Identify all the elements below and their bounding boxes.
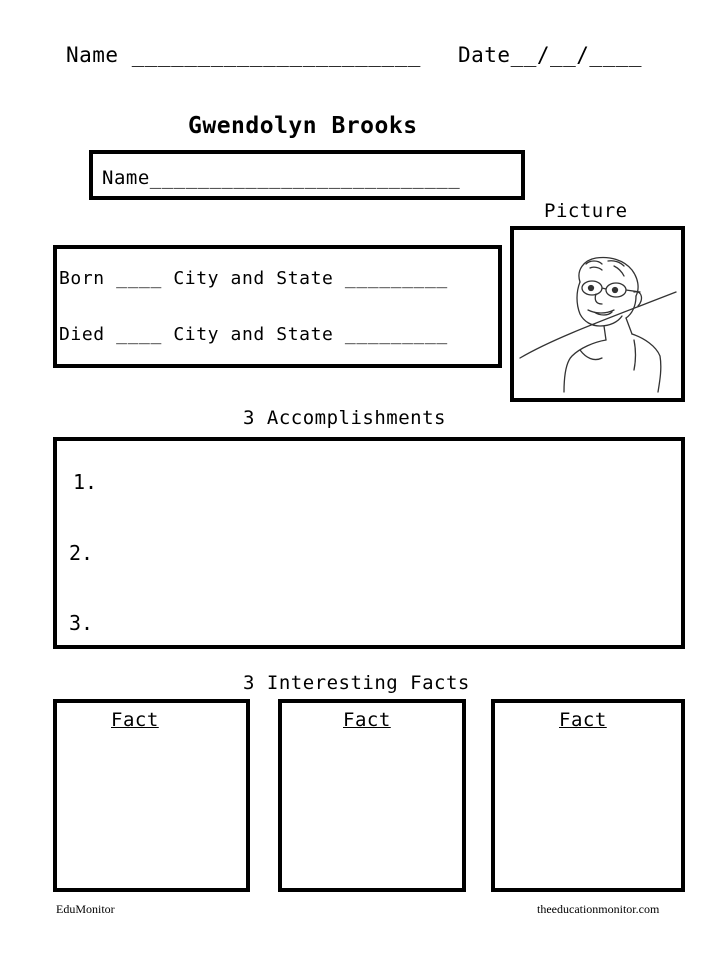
footer-website: theeducationmonitor.com [537,902,660,916]
student-name-line[interactable]: Name ______________________ [66,43,421,67]
bio-box [53,245,502,368]
fact-label-2: Fact [343,709,391,731]
date-line[interactable]: Date__/__/____ [458,43,643,67]
name-box-line[interactable]: Name__________________________ [102,167,461,189]
name-box [89,150,525,200]
died-line[interactable]: Died ____ City and State _________ [59,324,448,345]
fact-box-3[interactable] [491,699,685,892]
accomplishments-heading: 3 Accomplishments [243,407,446,429]
accomplishments-box[interactable] [53,437,685,649]
fact-box-2[interactable] [278,699,466,892]
born-line[interactable]: Born ____ City and State _________ [59,268,448,289]
fact-label-3: Fact [559,709,607,731]
picture-label: Picture [544,200,628,222]
accomplishment-number-1: 1. [73,470,98,494]
footer-brand: EduMonitor [56,902,115,916]
fact-label-1: Fact [111,709,159,731]
accomplishment-number-3: 3. [69,611,94,635]
fact-box-1[interactable] [53,699,250,892]
portrait-illustration-icon [514,230,681,398]
accomplishment-number-2: 2. [69,541,94,565]
facts-heading: 3 Interesting Facts [243,672,470,694]
picture-box [510,226,685,402]
page-title: Gwendolyn Brooks [188,113,418,139]
